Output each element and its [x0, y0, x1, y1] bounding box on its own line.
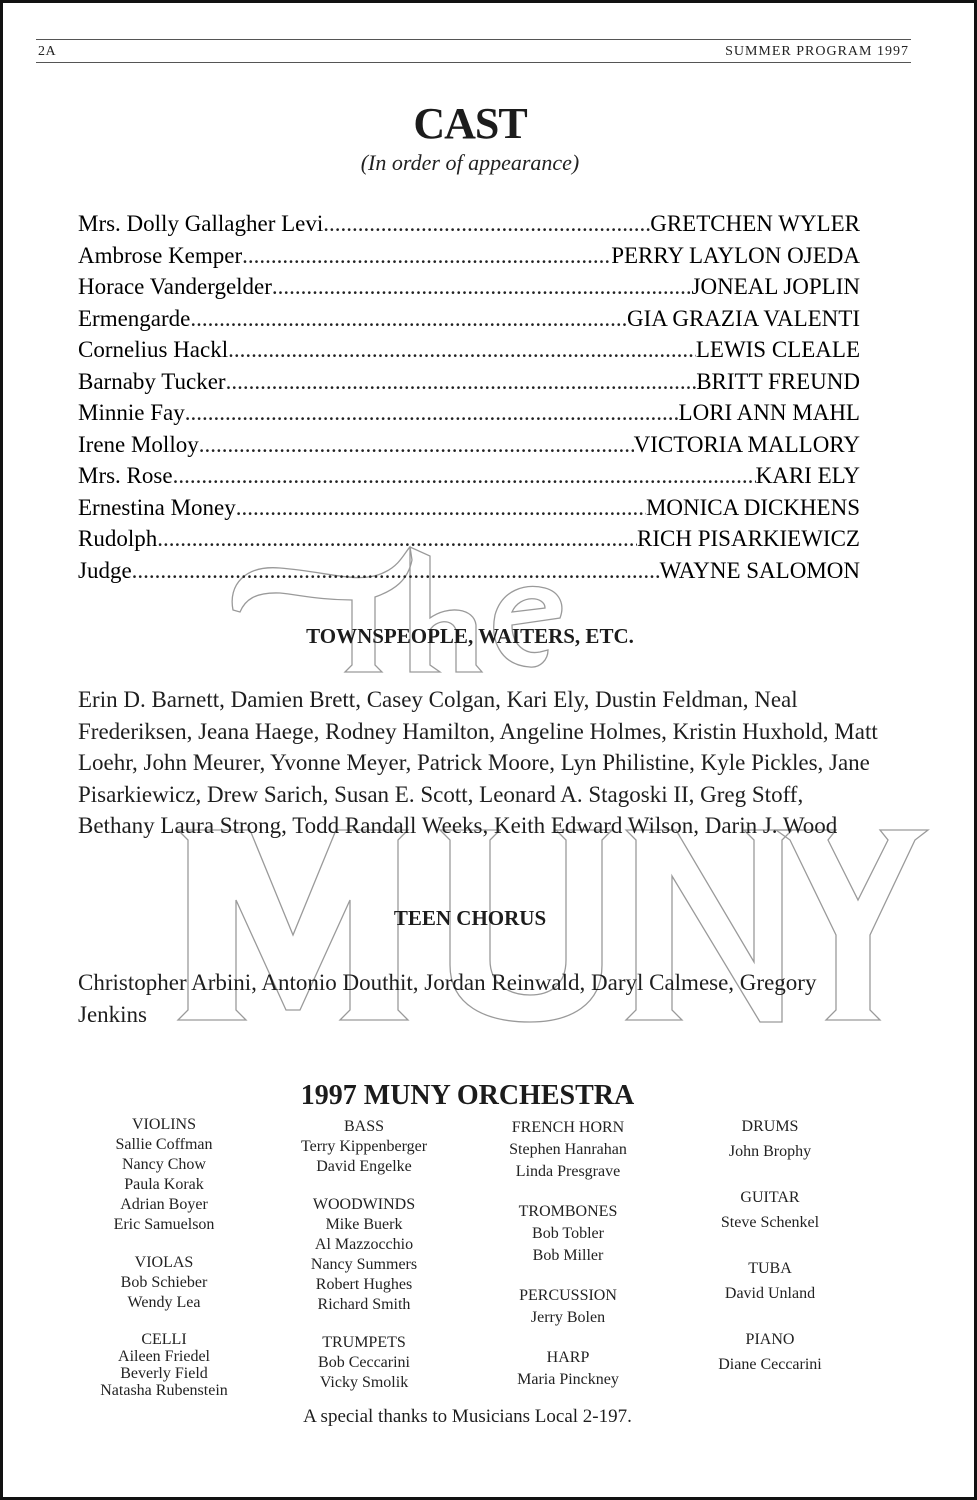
section-heading: PIANO — [745, 1331, 795, 1348]
musician: Bob Tobler — [532, 1225, 604, 1242]
header-rule-top — [36, 39, 911, 40]
orchestra-title: 1997 MUNY ORCHESTRA — [300, 1080, 635, 1111]
dot-leader — [157, 526, 637, 552]
actor-name: LORI ANN MAHL — [678, 400, 860, 425]
role-name: Ernestina Money — [78, 494, 236, 520]
musician: Beverly Field — [120, 1365, 208, 1382]
actor-name: RICH PISARKIEWICZ — [637, 526, 860, 551]
dot-leader — [228, 337, 696, 363]
orchestra-section — [70, 1253, 258, 1313]
section-heading: HARP — [546, 1349, 590, 1366]
dot-leader — [226, 369, 697, 395]
section-heading: VIOLAS — [134, 1254, 194, 1271]
musician: Bob Miller — [532, 1247, 604, 1264]
role-name: Mrs. Rose — [78, 463, 173, 488]
orchestra-column — [70, 1115, 258, 1417]
townspeople-list: Erin D. Barnett, Damien Brett, Casey Colgan, Kari Ely, Dustin Feldman, Neal Frederiksen, Jeana Haege, Rodney Hamilton, Angeline Holmes, Kristin Huxhold, Matt Loehr, John Meurer, Yvonne Meyer, Patrick Moore, Lyn Philistine, Kyle Pickles, Jane Pisarkiewicz, Drew Sarich, Susan E. Scott, Leonard A. Stagoski II, Greg Stoff, Bethany Laura Strong, Todd Randall Weeks, Keith Edward Wilson, Darin J. Wood — [78, 687, 878, 838]
orchestra-section — [672, 1259, 868, 1304]
role-name: Rudolph — [78, 526, 158, 551]
role-name: Horace Vandergelder — [78, 274, 272, 299]
role-name: Irene Molloy — [78, 431, 199, 457]
role-name: Barnaby Tucker — [78, 368, 226, 394]
musician: Natasha Rubenstein — [100, 1382, 228, 1399]
cast-row — [78, 526, 860, 558]
musician: Aileen Friedel — [118, 1348, 210, 1365]
actor-name: LEWIS CLEALE — [695, 337, 860, 362]
musician: Wendy Lea — [127, 1294, 201, 1311]
orchestra-section — [468, 1347, 668, 1391]
section-heading: VIOLINS — [132, 1116, 196, 1133]
musician: Diane Ceccarini — [718, 1356, 822, 1373]
orchestra-column — [468, 1117, 668, 1409]
dot-leader — [132, 558, 660, 584]
orchestra-column — [672, 1117, 868, 1401]
cast-row — [78, 369, 860, 401]
role-name: Ambrose Kemper — [78, 242, 243, 268]
musician: Paula Korak — [124, 1176, 204, 1193]
role-name: Cornelius Hackl — [78, 337, 229, 362]
musician: Nancy Chow — [122, 1156, 206, 1173]
musician: Bob Ceccarini — [318, 1354, 410, 1371]
cast-row — [78, 495, 860, 527]
cast-row — [78, 558, 860, 590]
actor-name: PERRY LAYLON OJEDA — [611, 242, 860, 268]
dot-leader — [173, 463, 756, 489]
section-heading: TROMBONES — [518, 1203, 618, 1220]
musician: Adrian Boyer — [120, 1196, 208, 1213]
musician: Eric Samuelson — [113, 1216, 215, 1233]
cast-row — [78, 243, 860, 275]
orchestra-section — [672, 1117, 868, 1162]
orchestra-section — [70, 1115, 258, 1235]
role-name: Mrs. Dolly Gallagher Levi — [78, 211, 324, 236]
actor-name: WAYNE SALOMON — [659, 557, 860, 583]
dot-leader — [272, 274, 692, 300]
role-name: Judge — [78, 557, 132, 583]
orchestra-section — [268, 1117, 460, 1177]
musician: Steve Schenkel — [720, 1214, 820, 1231]
musician: Terry Kippenberger — [300, 1138, 428, 1155]
cast-list — [78, 211, 860, 589]
orchestra-section — [468, 1285, 668, 1329]
orchestra-section — [268, 1195, 460, 1315]
section-heading: CELLI — [141, 1331, 187, 1348]
musician: Al Mazzocchio — [314, 1236, 414, 1253]
orchestra-column — [268, 1117, 460, 1411]
musician: Nancy Summers — [310, 1256, 418, 1273]
section-heading: BASS — [343, 1118, 385, 1135]
cast-row — [78, 463, 860, 495]
dot-leader — [199, 432, 634, 458]
musician: David Unland — [724, 1285, 816, 1302]
header-rule-bottom — [36, 62, 911, 63]
section-heading: GUITAR — [740, 1189, 800, 1206]
actor-name: GRETCHEN WYLER — [650, 211, 860, 236]
musician: Maria Pinckney — [517, 1371, 619, 1388]
townspeople-heading: TOWNSPEOPLE, WAITERS, ETC. — [306, 624, 634, 648]
musician: John Brophy — [728, 1143, 812, 1160]
section-heading: DRUMS — [741, 1118, 799, 1135]
cast-subtitle: (In order of appearance) — [360, 150, 580, 175]
cast-row — [78, 432, 860, 464]
dot-leader — [323, 211, 650, 237]
role-name: Minnie Fay — [78, 400, 185, 425]
section-heading: PERCUSSION — [519, 1287, 617, 1304]
musician: Bob Schieber — [120, 1274, 208, 1291]
actor-name: KARI ELY — [755, 463, 860, 488]
musician: Sallie Coffman — [115, 1136, 213, 1153]
dot-leader — [190, 306, 627, 332]
running-header — [36, 43, 911, 61]
orchestra-section — [70, 1331, 258, 1399]
orchestra-section — [672, 1330, 868, 1375]
section-heading: WOODWINDS — [312, 1196, 416, 1213]
actor-name: GIA GRAZIA VALENTI — [627, 305, 860, 331]
orchestra-section — [468, 1117, 668, 1183]
cast-row — [78, 337, 860, 369]
teen-chorus-heading: TEEN CHORUS — [393, 906, 547, 930]
actor-name: VICTORIA MALLORY — [633, 431, 860, 457]
cast-row — [78, 400, 860, 432]
musician: Robert Hughes — [315, 1276, 413, 1293]
actor-name: BRITT FREUND — [696, 368, 860, 394]
section-heading: TRUMPETS — [322, 1334, 406, 1351]
section-heading: FRENCH HORN — [511, 1119, 625, 1136]
dot-leader — [236, 495, 646, 521]
teen-chorus-list: Christopher Arbini, Antonio Douthit, Jordan Reinwald, Daryl Calmese, Gregory Jenkins — [78, 970, 817, 1027]
cast-row — [78, 211, 860, 243]
dot-leader — [242, 243, 611, 269]
page-number: 2A — [38, 44, 57, 59]
musician: Linda Presgrave — [515, 1163, 621, 1180]
publication-title: SUMMER PROGRAM 1997 — [725, 44, 909, 59]
cast-title: CAST — [413, 99, 527, 148]
musician: Richard Smith — [317, 1296, 411, 1313]
musician: Vicky Smolik — [319, 1374, 409, 1391]
orchestra-section — [468, 1201, 668, 1267]
role-name: Ermengarde — [78, 305, 191, 331]
orchestra-thanks: A special thanks to Musicians Local 2-197. — [303, 1406, 632, 1427]
cast-row — [78, 306, 860, 338]
musician: Jerry Bolen — [530, 1309, 606, 1326]
dot-leader — [185, 400, 679, 426]
musician: Stephen Hanrahan — [509, 1141, 627, 1158]
musician: David Engelke — [316, 1158, 412, 1175]
orchestra-section — [268, 1333, 460, 1393]
section-heading: TUBA — [748, 1260, 792, 1277]
musician: Mike Buerk — [325, 1216, 403, 1233]
cast-row — [78, 274, 860, 306]
actor-name: MONICA DICKHENS — [645, 494, 860, 520]
actor-name: JONEAL JOPLIN — [691, 274, 860, 299]
orchestra-section — [672, 1188, 868, 1233]
